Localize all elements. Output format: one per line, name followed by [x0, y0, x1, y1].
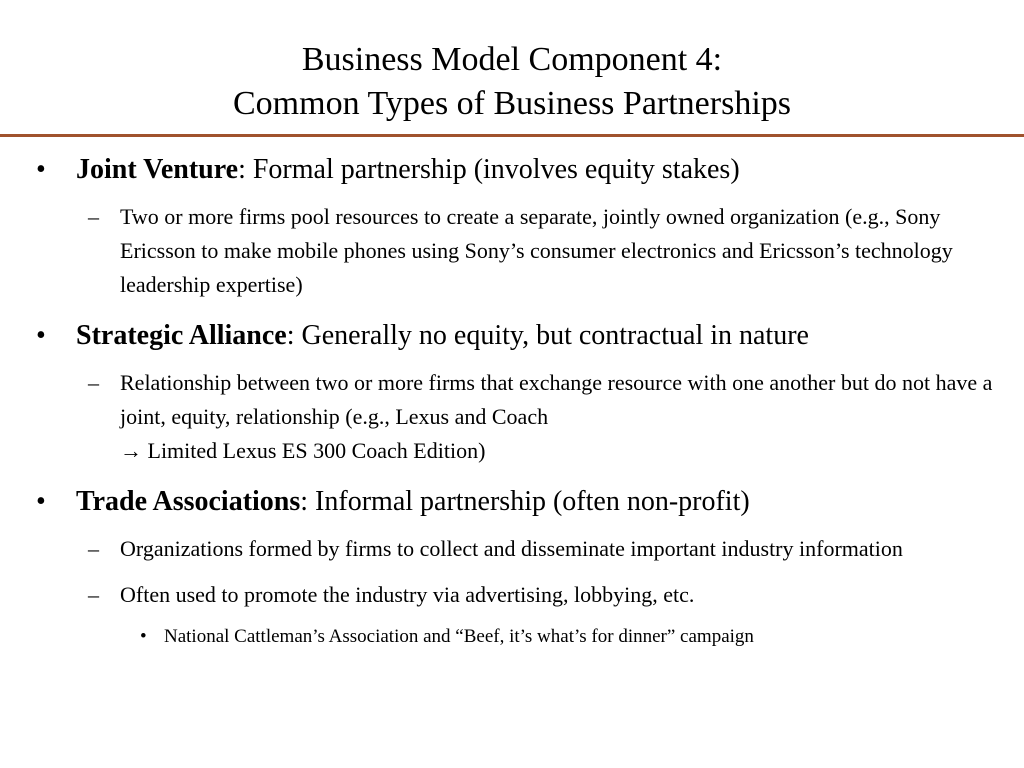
sub-bullet-joint-venture-detail [0, 200, 1024, 302]
bullet-text: : Generally no equity, but contractual in nature [286, 320, 809, 351]
bullet-icon: • [36, 486, 46, 517]
sub-bullet-arrow-text: Limited Lexus ES 300 Coach Edition) [147, 438, 486, 463]
bullet-heading: Joint Venture [76, 154, 239, 185]
bullet-heading: Strategic Alliance [76, 320, 287, 351]
bullet-text: : Formal partnership (involves equity stakes) [238, 154, 740, 185]
sub-bullet-strategic-alliance-detail [0, 366, 1024, 468]
sub-sub-bullet-cattleman [0, 624, 1024, 650]
bullet-icon: • [36, 320, 46, 351]
dash-icon: – [88, 204, 99, 229]
dash-icon: – [88, 536, 99, 561]
dash-icon: – [88, 582, 99, 607]
bullet-heading: Trade Associations [76, 486, 301, 517]
dash-icon: – [88, 370, 99, 395]
sub-bullet-trade-associations-detail-2 [0, 578, 1024, 612]
bullet-icon: • [36, 154, 46, 185]
sub-bullet-text: Often used to promote the industry via advertising, lobbying, etc. [120, 582, 695, 607]
bullet-trade-associations [0, 484, 1024, 520]
bullet-strategic-alliance [0, 318, 1024, 354]
arrow-right-icon: → [120, 438, 142, 463]
sub-bullet-text: Two or more firms pool resources to create a separate, jointly owned organization (e.g., Sony Ericsson to make mobile phones using Sony’s consumer electronics and Ericsson’s technology leadership expertise) [120, 204, 953, 297]
sub-sub-bullet-text: National Cattleman’s Association and “Beef, it’s what’s for dinner” campaign [164, 626, 754, 647]
slide-title-line-2: Common Types of Business Partnerships [233, 85, 791, 122]
sub-bullet-text: Organizations formed by firms to collect and disseminate important industry information [120, 536, 903, 561]
sub-bullet-trade-associations-detail-1 [0, 532, 1024, 566]
sub-bullet-text: Relationship between two or more firms that exchange resource with one another but do not have a joint, equity, relationship (e.g., Lexus and Coach [120, 370, 993, 429]
slide-body [0, 152, 1024, 650]
slide-title-line-1: Business Model Component 4: [301, 41, 723, 78]
bullet-joint-venture [0, 152, 1024, 188]
slide-title [0, 38, 1024, 126]
title-divider [0, 134, 1024, 137]
bullet-icon: • [140, 626, 147, 647]
bullet-text: : Informal partnership (often non-profit) [300, 486, 750, 517]
